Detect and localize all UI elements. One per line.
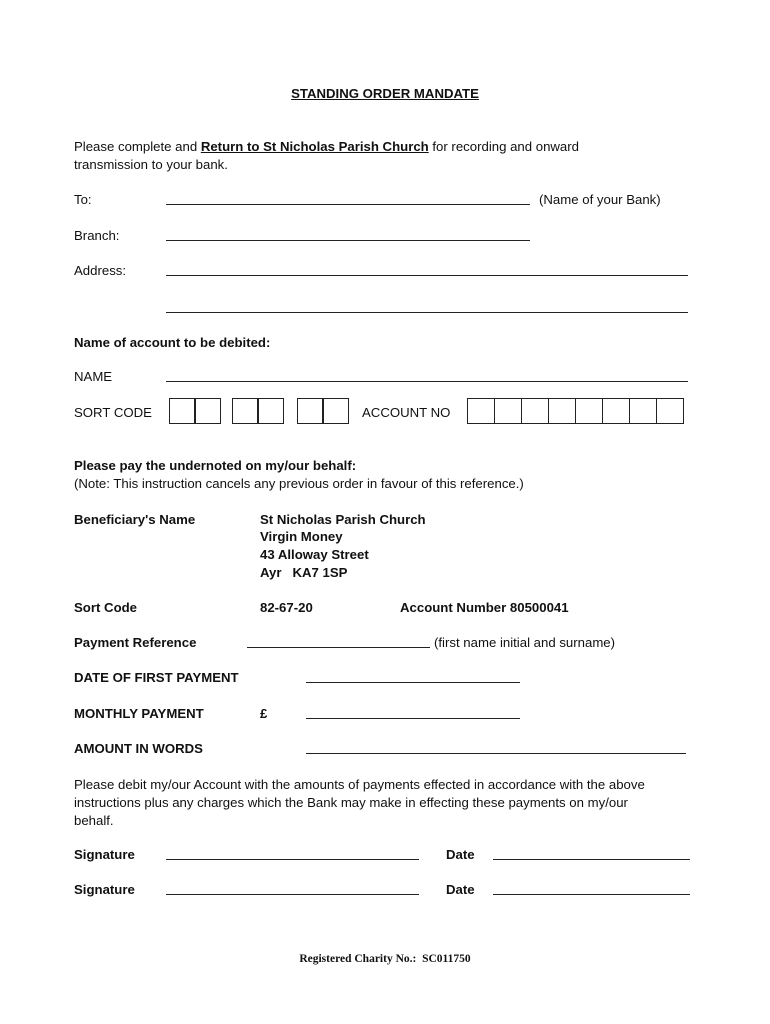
payment-reference-field[interactable]	[247, 647, 430, 648]
beneficiary-line: St Nicholas Parish Church	[260, 512, 426, 527]
branch-field[interactable]	[166, 240, 530, 241]
return-address-link: Return to St Nicholas Parish Church	[200, 139, 429, 154]
date-field[interactable]	[493, 894, 690, 895]
monthly-payment-label: MONTHLY PAYMENT	[74, 706, 204, 721]
beneficiary-sort-code-label: Sort Code	[74, 600, 138, 615]
intro-text	[74, 139, 579, 154]
authorisation-text: instructions plus any charges which the Bank may make in effecting these payments on my/our	[74, 795, 628, 810]
authorisation-text: Please debit my/our Account with the amounts of payments effected in accordance with the above	[74, 777, 645, 792]
payment-reference-note: (first name initial and surname)	[434, 635, 616, 650]
address-field-line-1[interactable]	[166, 275, 688, 276]
account-name-field[interactable]	[166, 381, 688, 382]
beneficiary-account-number: Account Number 80500041	[400, 600, 569, 615]
sort-code-digit-box[interactable]	[195, 398, 221, 424]
sort-code-digit-box[interactable]	[232, 398, 258, 424]
sort-code-digit-box[interactable]	[169, 398, 195, 424]
account-number-digit-box[interactable]	[521, 398, 549, 424]
sort-code-digit-box[interactable]	[323, 398, 349, 424]
to-label: To:	[74, 192, 92, 207]
date-label: Date	[446, 847, 475, 862]
account-number-digit-box[interactable]	[575, 398, 603, 424]
beneficiary-label: Beneficiary's Name	[74, 512, 196, 527]
first-payment-date-field[interactable]	[306, 682, 520, 683]
signature-field[interactable]	[166, 894, 419, 895]
signature-label: Signature	[74, 882, 135, 897]
date-field[interactable]	[493, 859, 690, 860]
currency-symbol: £	[260, 706, 268, 721]
intro-pre: Please complete and	[74, 139, 201, 154]
first-payment-label: DATE OF FIRST PAYMENT	[74, 670, 239, 685]
intro-line-2: transmission to your bank.	[74, 157, 228, 172]
authorisation-text: behalf.	[74, 813, 114, 828]
bank-name-field[interactable]	[166, 204, 530, 205]
beneficiary-sort-code: 82-67-20	[260, 600, 313, 615]
branch-label: Branch:	[74, 228, 120, 243]
account-number-digit-box[interactable]	[602, 398, 630, 424]
intro-post: for recording and onward	[428, 139, 579, 154]
address-label: Address:	[74, 263, 127, 278]
beneficiary-line: Virgin Money	[260, 529, 343, 544]
account-no-label: ACCOUNT NO	[362, 405, 451, 420]
sort-code-label: SORT CODE	[74, 405, 152, 420]
account-number-digit-box[interactable]	[629, 398, 657, 424]
account-heading: Name of account to be debited:	[74, 335, 271, 350]
address-field-line-2[interactable]	[166, 312, 688, 313]
charity-number-footer: Registered Charity No.: SC011750	[299, 953, 471, 965]
instruction-heading: Please pay the undernoted on my/our behalf:	[74, 458, 357, 473]
payment-reference-label: Payment Reference	[74, 635, 197, 650]
amount-in-words-label: AMOUNT IN WORDS	[74, 741, 203, 756]
amount-in-words-field[interactable]	[306, 753, 686, 754]
beneficiary-line: Ayr KA7 1SP	[260, 565, 348, 580]
page-title: STANDING ORDER MANDATE	[291, 86, 479, 101]
account-number-digit-box[interactable]	[548, 398, 576, 424]
account-number-digit-box[interactable]	[467, 398, 495, 424]
signature-label: Signature	[74, 847, 135, 862]
instruction-note: (Note: This instruction cancels any previous order in favour of this reference.)	[74, 476, 524, 491]
bank-name-note: (Name of your Bank)	[539, 192, 661, 207]
date-label: Date	[446, 882, 475, 897]
sort-code-digit-box[interactable]	[258, 398, 284, 424]
account-number-digit-box[interactable]	[656, 398, 684, 424]
monthly-payment-field[interactable]	[306, 718, 520, 719]
account-number-digit-box[interactable]	[494, 398, 522, 424]
sort-code-digit-box[interactable]	[297, 398, 323, 424]
signature-field[interactable]	[166, 859, 419, 860]
beneficiary-line: 43 Alloway Street	[260, 547, 369, 562]
name-label: NAME	[74, 369, 113, 384]
